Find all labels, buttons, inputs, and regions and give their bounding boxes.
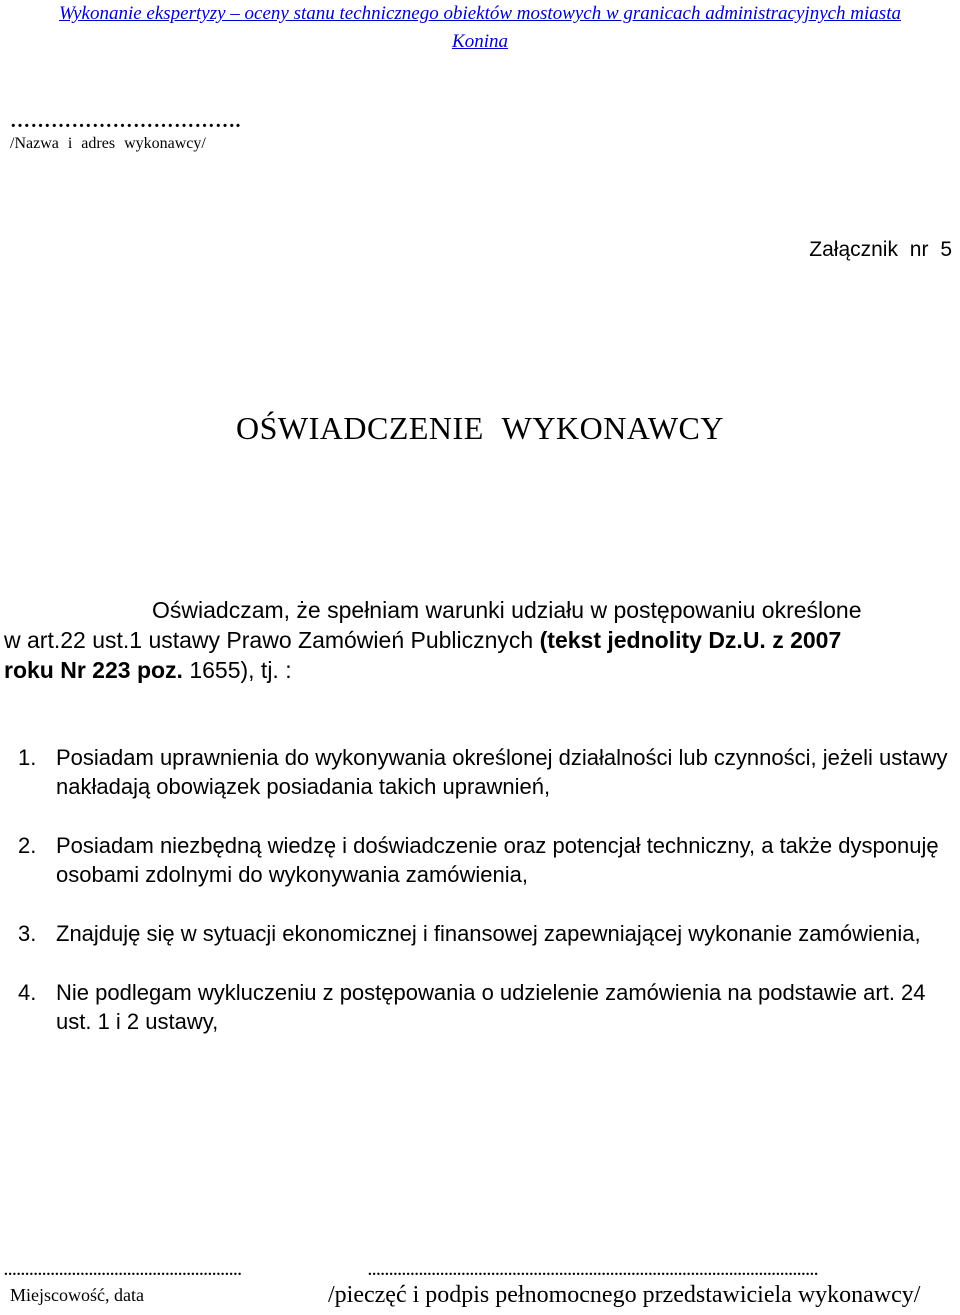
list-item-text: Nie podlegam wykluczeniu z postępowania o udzielenie zamówienia na podstawie art. 24 ust. 1 i 2 ustawy, bbox=[56, 980, 926, 1034]
conditions-list bbox=[18, 743, 948, 1066]
list-item-text: Znajduję się w sytuacji ekonomicznej i finansowej zapewniającej wykonanie zamówienia, bbox=[56, 921, 921, 946]
header-title-line2: Konina bbox=[452, 31, 508, 52]
document-header bbox=[0, 0, 960, 56]
list-item-number: 2. bbox=[18, 833, 37, 858]
statement-line2 bbox=[4, 625, 952, 655]
document-title: OŚWIADCZENIE WYKONAWCY bbox=[236, 410, 724, 446]
signature-label: /pieczęć i podpis pełnomocnego przedstawiciela wykonawcy/ bbox=[328, 1282, 921, 1308]
statement-line3-bold: roku Nr 223 poz. bbox=[4, 657, 183, 683]
list-item-text: Posiadam uprawnienia do wykonywania określonej działalności lub czynności, jeżeli ustawy nakładają obowiązek posiadania takich uprawnień, bbox=[56, 745, 948, 799]
list-item-text: Posiadam niezbędną wiedzę i doświadczenie oraz potencjał techniczny, a także dysponuję osobami zdolnymi do wykonywania zamówienia, bbox=[56, 833, 939, 887]
list-item-number: 4. bbox=[18, 980, 37, 1005]
statement-line2-text: w art.22 ust.1 ustawy Prawo Zamówień Publicznych bbox=[4, 627, 540, 653]
representative-signature bbox=[328, 1262, 958, 1310]
list-item bbox=[18, 919, 948, 948]
statement-line3-text: 1655), tj. : bbox=[182, 657, 292, 683]
signature-dots: .......................................................................................................... bbox=[368, 1263, 819, 1279]
list-item bbox=[18, 743, 948, 801]
statement-line1: Oświadczam, że spełniam warunki udziału w postępowaniu określone bbox=[152, 597, 862, 623]
list-item bbox=[18, 978, 948, 1036]
place-date-label: Miejscowość, data bbox=[10, 1285, 144, 1305]
contractor-block bbox=[10, 111, 241, 157]
statement-line2-bold: (tekst jednolity Dz.U. z 2007 bbox=[539, 627, 842, 653]
list-item-number: 1. bbox=[18, 745, 37, 770]
place-date-dots: ........................................................ bbox=[4, 1263, 242, 1279]
place-date-signature bbox=[4, 1262, 254, 1310]
header-title-line1: Wykonanie ekspertyzy – oceny stanu technicznego obiektów mostowych w granicach administracyjnych miasta bbox=[59, 3, 901, 24]
list-item bbox=[18, 831, 948, 889]
list-item-number: 3. bbox=[18, 921, 37, 946]
statement-line3 bbox=[4, 655, 952, 685]
contractor-dots: ……………………………. bbox=[10, 110, 241, 132]
contractor-label: /Nazwa i adres wykonawcy/ bbox=[10, 135, 206, 152]
statement-paragraph bbox=[4, 595, 952, 685]
attachment-number: Załącznik nr 5 bbox=[809, 238, 952, 261]
